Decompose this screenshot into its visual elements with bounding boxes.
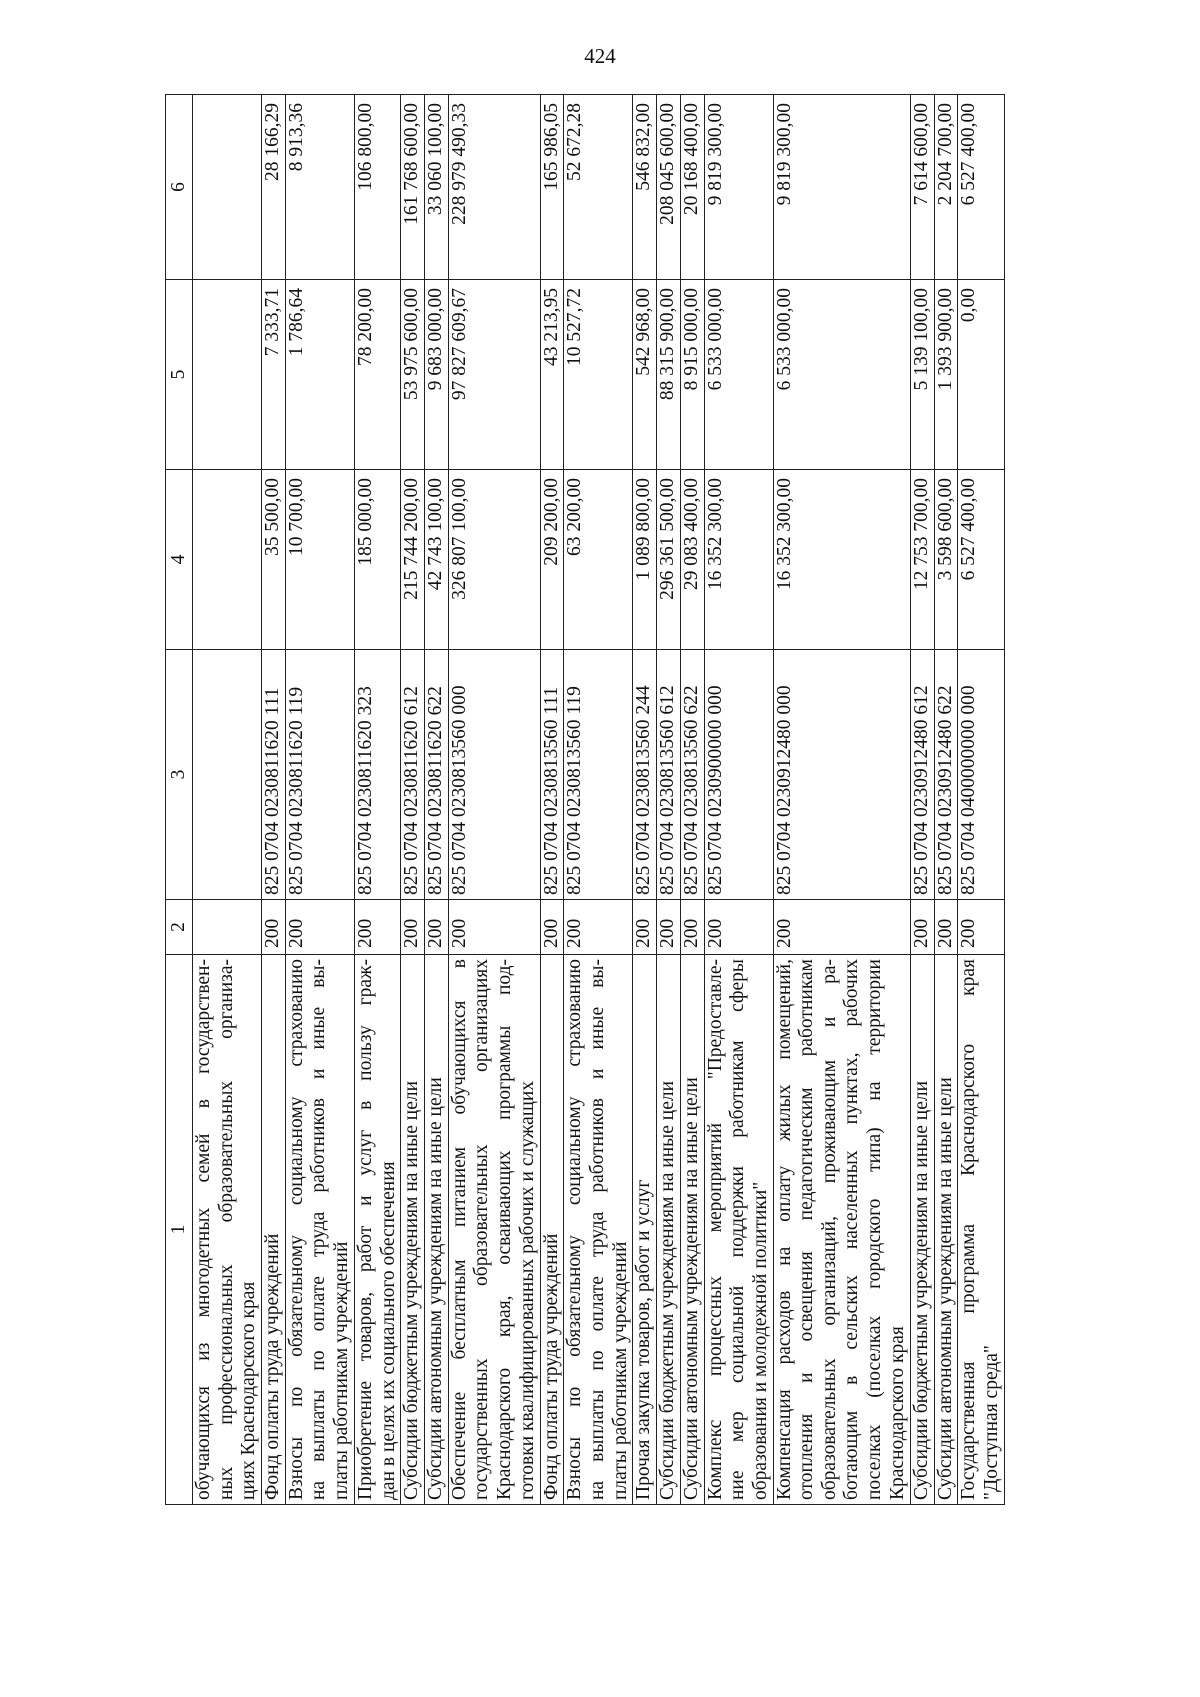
description-cell: [910, 955, 934, 1505]
amount-remaining-cell: 9 819 300,00: [773, 95, 910, 280]
amount-executed-cell: [193, 280, 262, 470]
amount-remaining-cell: 28 166,29: [262, 95, 286, 280]
table-row: [910, 95, 934, 1505]
table-row: [773, 95, 910, 1505]
code-cell: 200: [564, 900, 633, 955]
classification-code-cell: 825 0704 0230912480 000: [773, 650, 910, 900]
amount-executed-cell: 78 200,00: [354, 280, 400, 470]
description-cell: [704, 955, 773, 1505]
description-line: Взносы по обязательному социальному страхованию: [564, 959, 586, 1500]
amount-planned-cell: 209 200,00: [540, 470, 564, 650]
code-cell: 200: [704, 900, 773, 955]
amount-executed-cell: 1 786,64: [285, 280, 354, 470]
description-line: образовательных организаций, проживающим и ра-: [818, 959, 840, 1500]
description-line: Краснодарского края, осваивающих программы под-: [493, 959, 515, 1500]
description-line: государственных образовательных организациях: [471, 959, 493, 1500]
description-cell: [193, 955, 262, 1505]
table-body: [193, 95, 1005, 1505]
description-line: ботающим в сельских населенных пунктах, рабочих: [841, 959, 863, 1500]
code-cell: 200: [773, 900, 910, 955]
description-line: Субсидии автономным учреждениям на иные цели: [680, 1077, 702, 1500]
table-row: [657, 95, 681, 1505]
amount-remaining-cell: 208 045 600,00: [657, 95, 681, 280]
description-cell: [657, 955, 681, 1505]
table-row: [540, 95, 564, 1505]
amount-planned-cell: 63 200,00: [564, 470, 633, 650]
column-header: 2: [166, 900, 193, 955]
table-row: [633, 95, 657, 1505]
description-cell: [401, 955, 425, 1505]
column-header: 3: [166, 650, 193, 900]
description-line: Фонд оплаты труда учреждений: [540, 1233, 562, 1500]
budget-table: [165, 94, 1005, 1505]
code-cell: 200: [425, 900, 449, 955]
code-cell: 200: [633, 900, 657, 955]
description-line: на выплаты по оплате труда работников и иные вы-: [586, 959, 608, 1500]
classification-code-cell: 825 0704 0230813560 000: [448, 650, 540, 900]
description-line: ние мер социальной поддержки работникам сферы: [727, 959, 749, 1500]
description-cell: [773, 955, 910, 1505]
table-row: [448, 95, 540, 1505]
classification-code-cell: 825 0704 0230813560 244: [633, 650, 657, 900]
amount-executed-cell: 43 213,95: [540, 280, 564, 470]
code-cell: 200: [262, 900, 286, 955]
table-row: [354, 95, 400, 1505]
column-header: 1: [166, 955, 193, 1505]
amount-remaining-cell: 20 168 400,00: [680, 95, 704, 280]
amount-remaining-cell: 9 819 300,00: [704, 95, 773, 280]
code-cell: 200: [958, 900, 1005, 955]
amount-remaining-cell: 8 913,36: [285, 95, 354, 280]
amount-planned-cell: [193, 470, 262, 650]
amount-executed-cell: 97 827 609,67: [448, 280, 540, 470]
classification-code-cell: 825 0704 0230813560 612: [657, 650, 681, 900]
column-header: 6: [166, 95, 193, 280]
amount-remaining-cell: 52 672,28: [564, 95, 633, 280]
amount-executed-cell: 10 527,72: [564, 280, 633, 470]
classification-code-cell: 825 0704 0230813560 119: [564, 650, 633, 900]
description-line: Приобретение товаров, работ и услуг в пользу граж-: [354, 959, 376, 1500]
description-line: Фонд оплаты труда учреждений: [262, 1233, 284, 1500]
amount-planned-cell: 1 089 800,00: [633, 470, 657, 650]
code-cell: 200: [448, 900, 540, 955]
amount-executed-cell: 7 333,71: [262, 280, 286, 470]
amount-planned-cell: 215 744 200,00: [401, 470, 425, 650]
table-row: [958, 95, 1005, 1505]
classification-code-cell: 825 0704 0400000000 000: [958, 650, 1005, 900]
description-line: Государственная программа Краснодарского края: [958, 959, 980, 1500]
description-line: "Доступная среда": [980, 1345, 1002, 1500]
amount-planned-cell: 10 700,00: [285, 470, 354, 650]
classification-code-cell: 825 0704 0230811620 612: [401, 650, 425, 900]
table-row: [262, 95, 286, 1505]
classification-code-cell: 825 0704 0230811620 323: [354, 650, 400, 900]
code-cell: 200: [285, 900, 354, 955]
classification-code-cell: 825 0704 0230811620 119: [285, 650, 354, 900]
description-line: Субсидии автономным учреждениям на иные цели: [425, 1077, 447, 1500]
description-cell: [633, 955, 657, 1505]
classification-code-cell: 825 0704 0230813560 622: [680, 650, 704, 900]
amount-planned-cell: 296 361 500,00: [657, 470, 681, 650]
description-line: на выплаты по оплате труда работников и иные вы-: [308, 959, 330, 1500]
amount-remaining-cell: 6 527 400,00: [958, 95, 1005, 280]
amount-executed-cell: 53 975 600,00: [401, 280, 425, 470]
code-cell: 200: [680, 900, 704, 955]
code-cell: 200: [540, 900, 564, 955]
amount-remaining-cell: 228 979 490,33: [448, 95, 540, 280]
table-row: [401, 95, 425, 1505]
description-line: Прочая закупка товаров, работ и услуг: [633, 1179, 655, 1500]
classification-code-cell: 825 0704 0230811620 111: [262, 650, 286, 900]
code-cell: 200: [657, 900, 681, 955]
header-row: [166, 95, 193, 1505]
classification-code-cell: [193, 650, 262, 900]
description-line: ных профессиональных образовательных организа-: [215, 959, 237, 1500]
table-row: [285, 95, 354, 1505]
amount-executed-cell: 9 683 000,00: [425, 280, 449, 470]
code-cell: 200: [910, 900, 934, 955]
amount-executed-cell: 542 968,00: [633, 280, 657, 470]
description-cell: [680, 955, 704, 1505]
classification-code-cell: 825 0704 0230811620 622: [425, 650, 449, 900]
amount-planned-cell: 16 352 300,00: [773, 470, 910, 650]
amount-remaining-cell: 546 832,00: [633, 95, 657, 280]
description-line: платы работникам учреждений: [331, 1241, 353, 1500]
description-line: образования и молодежной политики": [749, 1181, 771, 1500]
table-row: [680, 95, 704, 1505]
amount-planned-cell: 16 352 300,00: [704, 470, 773, 650]
description-line: Взносы по обязательному социальному страхованию: [285, 959, 307, 1500]
code-cell: 200: [401, 900, 425, 955]
description-line: дан в целях их социального обеспечения: [377, 1161, 399, 1500]
page-number: 424: [584, 44, 616, 68]
description-cell: [540, 955, 564, 1505]
table-row: [193, 95, 262, 1505]
rotated-table-container: [165, 95, 1005, 1505]
description-cell: [425, 955, 449, 1505]
classification-code-cell: 825 0704 0230912480 622: [934, 650, 958, 900]
description-cell: [958, 955, 1005, 1505]
amount-planned-cell: 326 807 100,00: [448, 470, 540, 650]
amount-planned-cell: 3 598 600,00: [934, 470, 958, 650]
amount-remaining-cell: 106 800,00: [354, 95, 400, 280]
amount-planned-cell: 12 753 700,00: [910, 470, 934, 650]
amount-executed-cell: 5 139 100,00: [910, 280, 934, 470]
description-line: Субсидии автономным учреждениям на иные цели: [934, 1077, 956, 1500]
description-line: отопления и освещения педагогическим работникам: [796, 959, 818, 1500]
table-row: [934, 95, 958, 1505]
amount-executed-cell: 6 533 000,00: [773, 280, 910, 470]
amount-executed-cell: 1 393 900,00: [934, 280, 958, 470]
amount-planned-cell: 35 500,00: [262, 470, 286, 650]
description-line: готовки квалифицированных рабочих и служащих: [516, 1080, 538, 1500]
description-line: Краснодарского края: [886, 1326, 908, 1500]
amount-planned-cell: 29 083 400,00: [680, 470, 704, 650]
description-line: Обеспечение бесплатным питанием обучающихся в: [448, 959, 470, 1500]
code-cell: 200: [934, 900, 958, 955]
amount-remaining-cell: 161 768 600,00: [401, 95, 425, 280]
description-line: обучающихся из многодетных семей в государствен-: [193, 959, 214, 1500]
description-line: Субсидии бюджетным учреждениям на иные цели: [401, 1080, 423, 1500]
amount-remaining-cell: 165 986,05: [540, 95, 564, 280]
classification-code-cell: 825 0704 0230813560 111: [540, 650, 564, 900]
column-header: 4: [166, 470, 193, 650]
table-row: [425, 95, 449, 1505]
description-cell: [564, 955, 633, 1505]
description-cell: [354, 955, 400, 1505]
table-row: [564, 95, 633, 1505]
amount-planned-cell: 6 527 400,00: [958, 470, 1005, 650]
amount-executed-cell: 8 915 000,00: [680, 280, 704, 470]
classification-code-cell: 825 0704 0230900000 000: [704, 650, 773, 900]
amount-executed-cell: 88 315 900,00: [657, 280, 681, 470]
amount-remaining-cell: 2 204 700,00: [934, 95, 958, 280]
table-row: [704, 95, 773, 1505]
amount-remaining-cell: 33 060 100,00: [425, 95, 449, 280]
amount-remaining-cell: 7 614 600,00: [910, 95, 934, 280]
amount-planned-cell: 42 743 100,00: [425, 470, 449, 650]
column-header: 5: [166, 280, 193, 470]
description-line: Комплекс процессных мероприятий "Предоставле-: [704, 959, 726, 1500]
description-line: Компенсация расходов на оплату жилых помещений,: [773, 959, 795, 1500]
code-cell: 200: [354, 900, 400, 955]
description-cell: [934, 955, 958, 1505]
amount-executed-cell: 6 533 000,00: [704, 280, 773, 470]
description-cell: [285, 955, 354, 1505]
amount-remaining-cell: [193, 95, 262, 280]
code-cell: [193, 900, 262, 955]
amount-planned-cell: 185 000,00: [354, 470, 400, 650]
description-cell: [262, 955, 286, 1505]
description-line: платы работникам учреждений: [609, 1241, 631, 1500]
description-cell: [448, 955, 540, 1505]
amount-executed-cell: 0,00: [958, 280, 1005, 470]
description-line: циях Краснодарского края: [238, 1281, 260, 1500]
description-line: поселках (поселках городского типа) на территории: [864, 959, 886, 1500]
classification-code-cell: 825 0704 0230912480 612: [910, 650, 934, 900]
description-line: Субсидии бюджетным учреждениям на иные цели: [657, 1080, 679, 1500]
description-line: Субсидии бюджетным учреждениям на иные цели: [910, 1080, 932, 1500]
